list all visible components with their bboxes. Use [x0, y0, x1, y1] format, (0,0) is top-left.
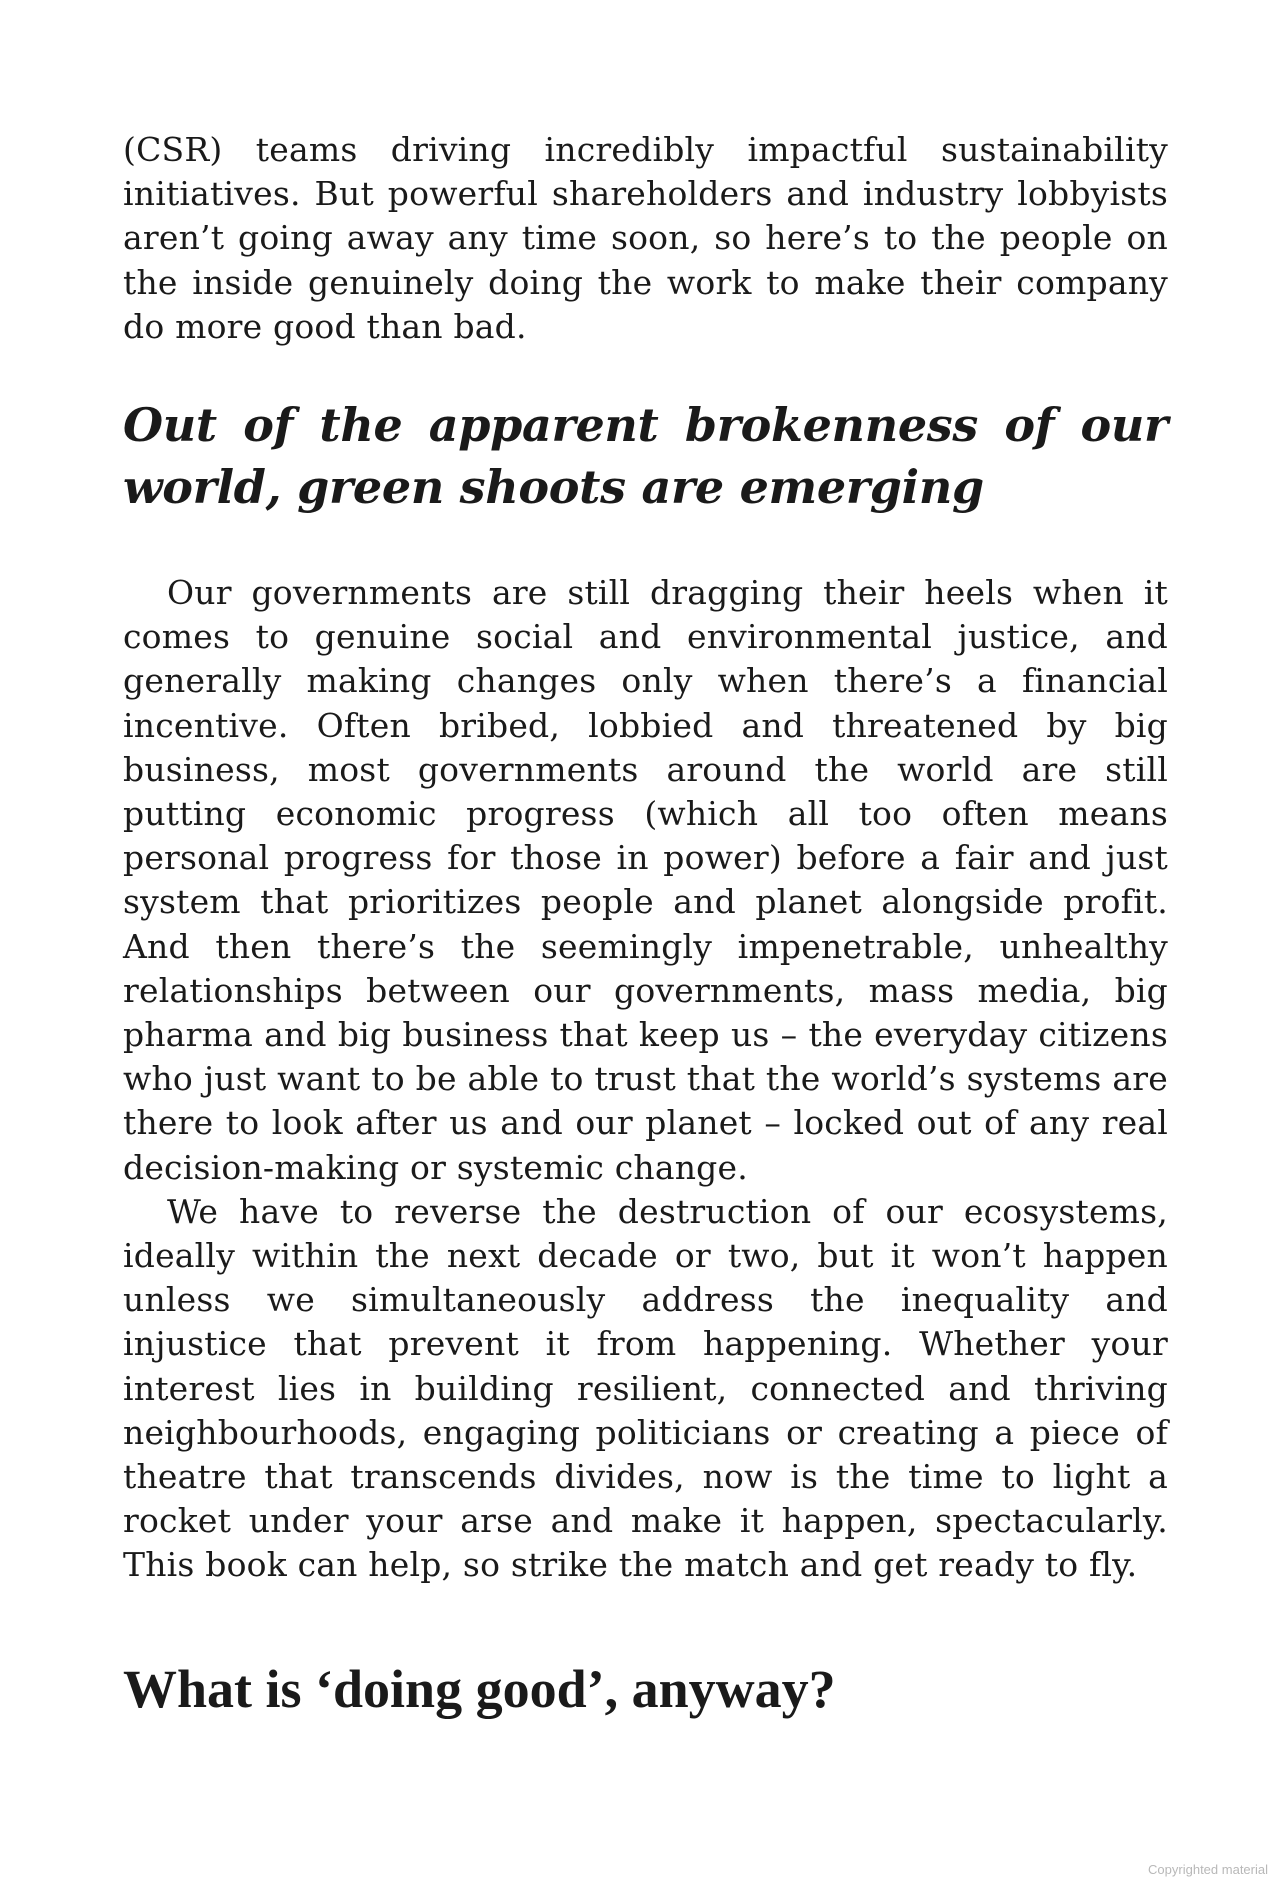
book-page — [123, 128, 1168, 1721]
chapter-heading: What is ‘doing good’, anyway? — [123, 1658, 836, 1719]
copyright-notice: Copyrighted material — [1148, 1862, 1268, 1877]
paragraph-governments: Our governments are still dragging their heels when it comes to genuine social and environmental justice, and generally making changes only when there’s a financial incentive. Often bribed, lobbied and threatened by big business, most governments around the world are still putting economic progress (which all too often means personal progress for those in power) before a fair and just system that prioritizes people and planet alongside profit. And then there’s the seemingly impenetrable, unhealthy relationships between our governments, mass media, big pharma and big business that keep us – the everyday citizens who just want to be able to trust that the world’s systems are there to look after us and our planet – locked out of any real decision-making or systemic change. — [123, 573, 1168, 1187]
paragraph-csr: (CSR) teams driving incredibly impactful sustainability initiatives. But powerful shareholders and industry lobbyists aren’t going away any time soon, so here’s to the people on the inside genuinely doing the work to make their company do more good than bad. — [123, 130, 1168, 346]
paragraph-ecosystems: We have to reverse the destruction of our ecosystems, ideally within the next decade or two, but it won’t happen unless we simultaneously address the inequality and injustice that prevent it from happening. Whether your interest lies in building resilient, connected and thriving neighbourhoods, engaging politicians or creating a piece of theatre that transcends divides, now is the time to light a rocket under your arse and make it happen, spectacularly. This book can help, so strike the match and get ready to fly. — [123, 1191, 1168, 1585]
section-subheading: Out of the apparent brokenness of our world, green shoots are emerging — [123, 398, 1168, 515]
